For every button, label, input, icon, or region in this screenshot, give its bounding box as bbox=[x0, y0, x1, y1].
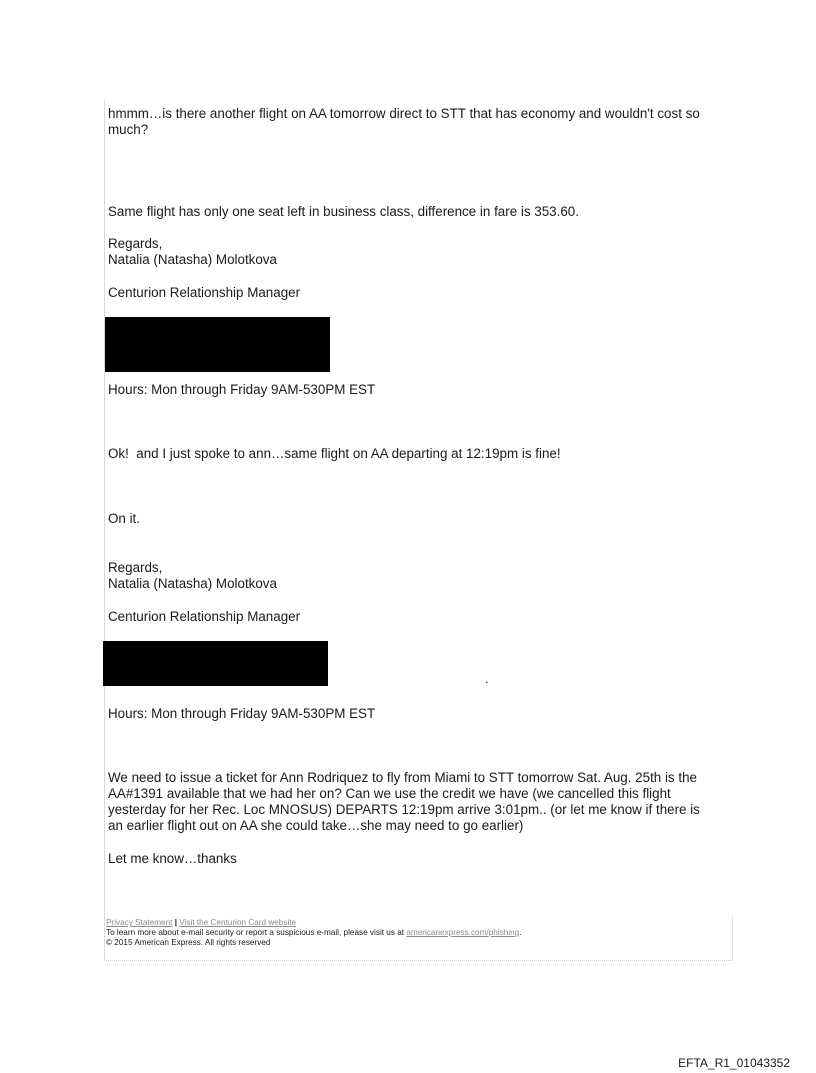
footer-separator: | bbox=[174, 918, 178, 927]
email-thread-body bbox=[104, 100, 733, 960]
message-flight-fine: Ok! and I just spoke to ann…same flight on AA departing at 12:19pm is fine! bbox=[108, 446, 561, 461]
signature-regards: Regards, bbox=[108, 236, 163, 251]
message-on-it: On it. bbox=[108, 511, 140, 526]
privacy-statement-link[interactable]: Privacy Statement bbox=[106, 918, 173, 927]
message-let-me-know: Let me know…thanks bbox=[108, 851, 237, 866]
footer-links-row bbox=[106, 918, 296, 928]
redaction-block bbox=[103, 641, 328, 686]
message-question-economy: hmmm…is there another flight on AA tomorrow direct to STT that has economy and wouldn't cost so much? bbox=[108, 106, 700, 137]
centurion-card-link[interactable]: Visit the Centurion Card website bbox=[179, 918, 297, 927]
security-notice-period: . bbox=[519, 928, 522, 937]
message-fare-difference: Same flight has only one seat left in business class, difference in fare is 353.60. bbox=[108, 204, 579, 219]
redaction-block bbox=[105, 317, 330, 372]
signature-hours: Hours: Mon through Friday 9AM-530PM EST bbox=[108, 382, 376, 397]
stray-period: . bbox=[485, 671, 489, 686]
signature-name: Natalia (Natasha) Molotkova bbox=[108, 576, 277, 591]
signature-hours: Hours: Mon through Friday 9AM-530PM EST bbox=[108, 706, 376, 721]
signature-title: Centurion Relationship Manager bbox=[108, 609, 301, 624]
message-ticket-request: We need to issue a ticket for Ann Rodriquez to fly from Miami to STT tomorrow Sat. Aug. 25th is the AA#1391 available that we had her on? Can we use the credit we have (we cancelled this flight yesterday for her Rec. Loc MNOSUS) DEPARTS 12:19pm arrive 3:01pm.. (or let me know if there is an earlier flight out on AA she could take…she may need to go earlier) bbox=[108, 770, 700, 833]
footer-copyright: © 2015 American Express. All rights reserved bbox=[106, 938, 271, 947]
signature-regards: Regards, bbox=[108, 560, 163, 575]
bates-number: EFTA_R1_01043352 bbox=[678, 1056, 790, 1070]
footer-security-notice bbox=[106, 928, 521, 938]
email-footer bbox=[104, 916, 733, 961]
phishing-link[interactable]: americanexpress.com/phishing bbox=[406, 928, 520, 937]
signature-name: Natalia (Natasha) Molotkova bbox=[108, 252, 277, 267]
security-notice-text: To learn more about e-mail security or report a suspicious e-mail, please visit us at bbox=[106, 928, 407, 937]
signature-title: Centurion Relationship Manager bbox=[108, 285, 301, 300]
